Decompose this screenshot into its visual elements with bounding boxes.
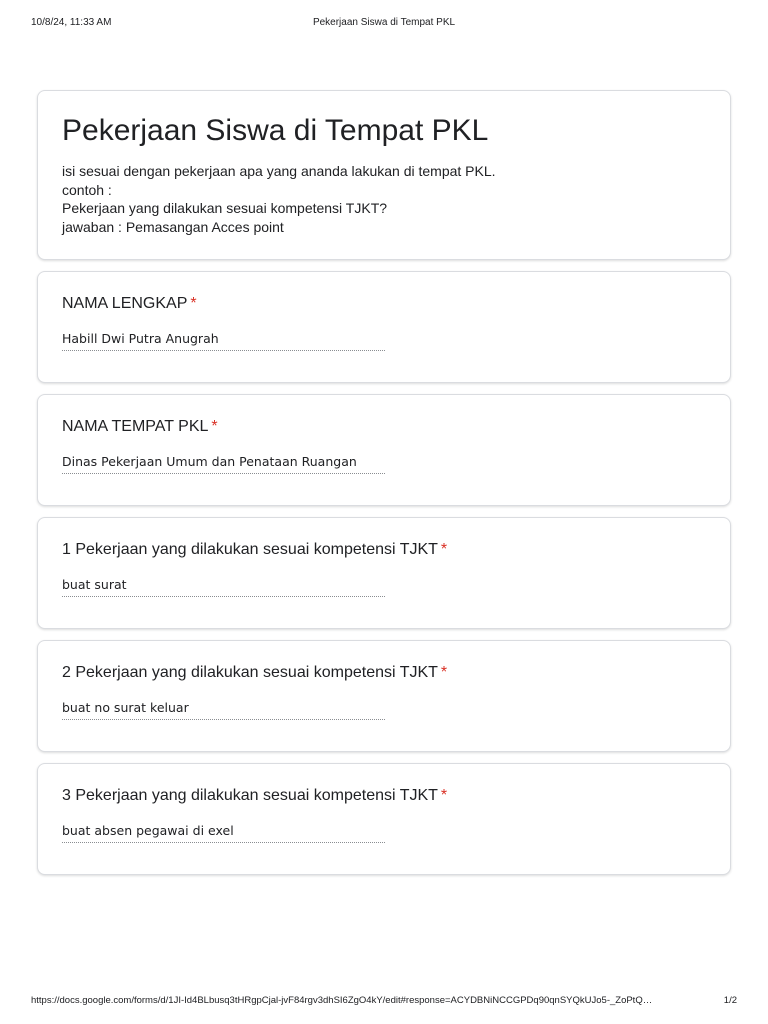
required-asterisk: *	[440, 541, 448, 558]
answer-field[interactable]: Habill Dwi Putra Anugrah	[62, 330, 385, 351]
question-title	[62, 663, 447, 683]
question-title	[62, 786, 447, 806]
print-url: https://docs.google.com/forms/d/1JI-Id4BLbusq3tHRgpCjal-jvF84rgv3dhSI6ZgO4kY/edit#response=ACYDBNiNCCGPDq90qnSYQkUJo5-_ZoPtQ…	[31, 995, 653, 1006]
question-card-pekerjaan-1	[37, 517, 731, 629]
required-asterisk: *	[440, 787, 448, 804]
answer-field[interactable]: Dinas Pekerjaan Umum dan Penataan Ruangan	[62, 453, 385, 474]
required-asterisk: *	[440, 664, 448, 681]
question-label: 2 Pekerjaan yang dilakukan sesuai kompetensi TJKT	[62, 664, 438, 681]
question-label: NAMA LENGKAP	[62, 295, 188, 312]
question-card-pekerjaan-3	[37, 763, 731, 875]
question-title	[62, 294, 197, 314]
form-description	[62, 162, 496, 236]
print-document-title: Pekerjaan Siswa di Tempat PKL	[312, 17, 456, 28]
form-header-card	[37, 90, 731, 260]
page-number: 1/2	[723, 995, 737, 1006]
question-card-nama-lengkap	[37, 271, 731, 383]
print-header	[31, 17, 737, 31]
form-description-line: contoh :	[62, 181, 112, 198]
question-label: 1 Pekerjaan yang dilakukan sesuai kompetensi TJKT	[62, 541, 438, 558]
form-title: Pekerjaan Siswa di Tempat PKL	[62, 114, 489, 147]
answer-field[interactable]: buat surat	[62, 576, 385, 597]
form-description-line: jawaban : Pemasangan Acces point	[62, 218, 284, 235]
question-card-nama-tempat-pkl	[37, 394, 731, 506]
form-description-line: isi sesuai dengan pekerjaan apa yang ananda lakukan di tempat PKL.	[62, 163, 496, 179]
print-footer	[31, 995, 737, 1009]
required-asterisk: *	[190, 295, 197, 312]
question-label: 3 Pekerjaan yang dilakukan sesuai kompetensi TJKT	[62, 787, 438, 804]
question-card-pekerjaan-2	[37, 640, 731, 752]
print-datetime: 10/8/24, 11:33 AM	[31, 17, 112, 28]
required-asterisk: *	[211, 418, 218, 435]
question-label: NAMA TEMPAT PKL	[62, 418, 209, 435]
question-title	[62, 540, 447, 560]
answer-field[interactable]: buat absen pegawai di exel	[62, 822, 385, 843]
form-description-line: Pekerjaan yang dilakukan sesuai kompetensi TJKT?	[62, 200, 388, 216]
answer-field[interactable]: buat no surat keluar	[62, 699, 385, 720]
question-title	[62, 417, 218, 437]
